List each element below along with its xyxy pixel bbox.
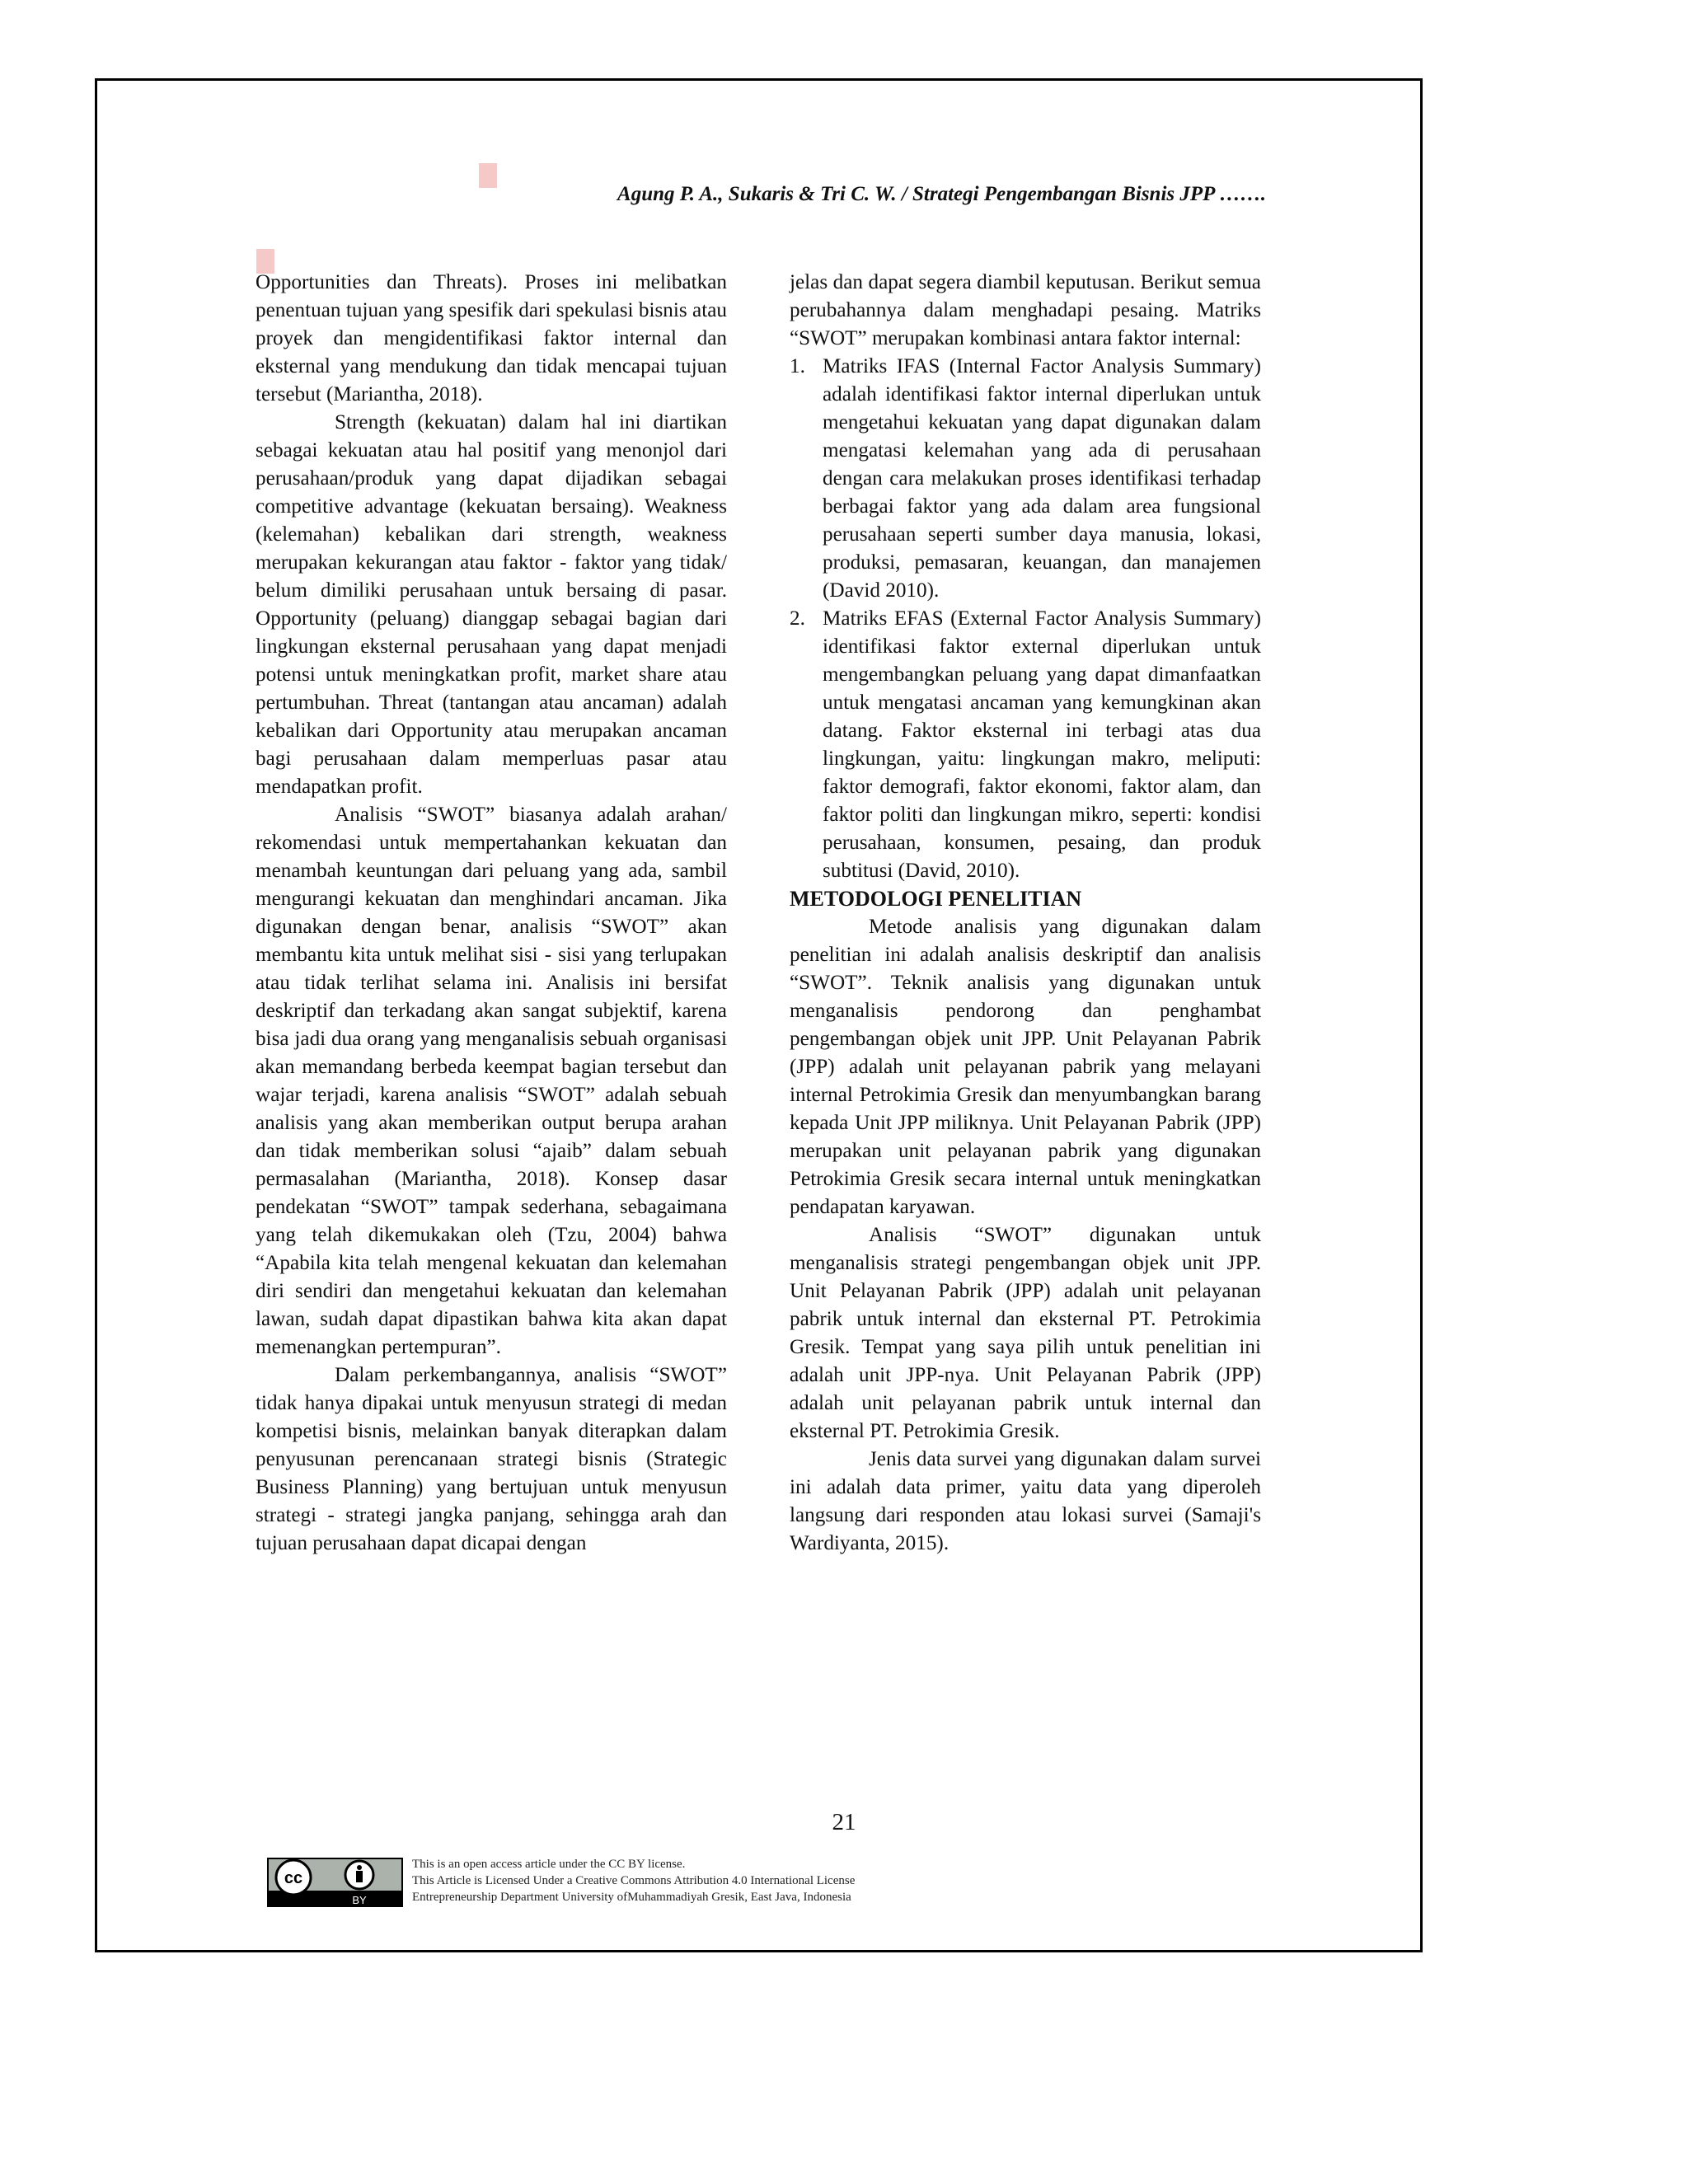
list-item bbox=[790, 353, 1261, 605]
running-head: Agung P. A., Sukaris & Tri C. W. / Strategi Pengembangan Bisnis JPP ……. bbox=[617, 183, 1266, 205]
annotation-mark bbox=[479, 163, 497, 188]
license-line: This is an open access article under the CC BY license. bbox=[412, 1858, 686, 1871]
paragraph: jelas dan dapat segera diambil keputusan. Berikut semua perubahannya dalam menghadapi pesaing. Matriks “SWOT” merupakan kombinasi antara faktor internal: bbox=[790, 271, 1261, 349]
list-number: 2. bbox=[790, 607, 805, 630]
section-heading: METODOLOGI PENELITIAN bbox=[790, 887, 1082, 911]
license-line: Entrepreneurship Department University ofMuhammadiyah Gresik, East Java, Indonesia bbox=[412, 1891, 851, 1904]
paragraph: Analisis “SWOT” biasanya adalah arahan/ rekomendasi untuk mempertahankan kekuatan dan menambah keuntungan dari peluang yang ada, sambil mengurangi kekuatan dan menghindari ancaman. Jika digunakan dengan benar, analisis “SWOT” akan membantu kita untuk melihat sisi - sisi yang terlupakan atau tidak terlihat selama ini. Analisis ini bersifat deskriptif dan terkadang akan sangat subjektif, karena bisa jadi dua orang yang menganalisis sebuah organisasi akan memandang berbeda keempat bagian tersebut dan wajar terjadi, karena analisis “SWOT” adalah sebuah analisis yang akan memberikan output berupa arahan dan tidak memberikan solusi “ajaib” dalam sebuah permasalahan (Mariantha, 2018). Konsep dasar pendekatan “SWOT” tampak sederhana, sebagaimana yang telah dikemukakan oleh (Tzu, 2004) bahwa “Apabila kita telah mengenal kekuatan dan kelemahan diri sendiri dan mengetahui kekuatan dan kelemahan lawan, sudah dapat dipastikan bahwa kita akan dapat memenangkan pertempuran”. bbox=[256, 804, 727, 1358]
paragraph: Strength (kekuatan) dalam hal ini diartikan sebagai kekuatan atau hal positif yang menonjol dari perusahaan/produk yang dapat dijadikan sebagai competitive advantage (kekuatan bersaing). Weakness (kelemahan) kebalikan dari strength, weakness merupakan kekurangan atau faktor - faktor yang tidak/ belum dimiliki perusahaan untuk bersaing di pasar. Opportunity (peluang) dianggap sebagai bagian dari lingkungan eksternal perusahaan yang dapat menjadi potensi untuk meningkatkan profit, market share atau pertumbuhan. Threat (tantangan atau ancaman) adalah kebalikan dari Opportunity atau merupakan ancaman bagi perusahaan dalam memperluas pasar atau mendapatkan profit. bbox=[256, 411, 727, 798]
cc-logo-text: cc bbox=[284, 1869, 303, 1887]
paragraph: Metode analisis yang digunakan dalam penelitian ini adalah analisis deskriptif dan analisis “SWOT”. Teknik analisis yang digunakan untuk menganalisis pendorong dan penghambat pengembangan objek unit JPP. Unit Pelayanan Pabrik (JPP) adalah unit pelayanan pabrik yang melayani internal Petrokimia Gresik dan menyumbangkan barang kepada Unit JPP miliknya. Unit Pelayanan Pabrik (JPP) merupakan unit pelayanan pabrik yang digunakan Petrokimia Gresik secara internal untuk meningkatkan pendapatan karyawan. bbox=[790, 916, 1261, 1218]
license-line: This Article is Licensed Under a Creative Commons Attribution 4.0 International License bbox=[412, 1874, 856, 1887]
list-number: 1. bbox=[790, 355, 805, 377]
paragraph: Dalam perkembangannya, analisis “SWOT” tidak hanya dipakai untuk menyusun strategi di medan kompetisi bisnis, melainkan banyak diterapkan dalam penyusunan perencanaan strategi bisnis (Strategic Business Planning) yang bertujuan untuk menyusun strategi - strategi jangka panjang, sehingga arah dan tujuan perusahaan dapat dicapai dengan bbox=[256, 1364, 727, 1554]
paragraph: Opportunities dan Threats). Proses ini melibatkan penentuan tujuan yang spesifik dari spekulasi bisnis atau proyek dan mengidentifikasi faktor internal dan eksternal yang mendukung dan tidak mencapai tujuan tersebut (Mariantha, 2018). bbox=[256, 271, 727, 405]
license-text bbox=[412, 1856, 989, 1905]
matrix-list bbox=[790, 353, 1261, 885]
left-column bbox=[256, 269, 727, 1558]
paragraph: Jenis data survei yang digunakan dalam survei ini adalah data primer, yaitu data yang diperoleh langsung dari responden atau lokasi survei (Samaji's Wardiyanta, 2015). bbox=[790, 1448, 1261, 1554]
right-column bbox=[790, 269, 1261, 1558]
list-item-text: Matriks EFAS (External Factor Analysis Summary) identifikasi faktor external diperlukan untuk mengembangkan peluang yang dapat dimanfaatkan untuk mengatasi ancaman yang kemungkinan akan datang. Faktor eksternal ini terbagi atas dua lingkungan, yaitu: lingkungan makro, meliputi: faktor demografi, faktor ekonomi, faktor alam, dan faktor politi dan lingkungan mikro, seperti: kondisi perusahaan, konsumen, pesaing, dan produk subtitusi (David, 2010). bbox=[823, 607, 1261, 882]
by-text: BY bbox=[352, 1894, 367, 1906]
page-number: 21 bbox=[832, 1809, 856, 1835]
license-block bbox=[267, 1856, 984, 1910]
list-item bbox=[790, 605, 1261, 885]
cc-by-license-icon bbox=[267, 1858, 403, 1907]
list-item-text: Matriks IFAS (Internal Factor Analysis Summary) adalah identifikasi faktor internal diperlukan untuk mengetahui kekuatan yang dapat digunakan dalam mengatasi kelemahan yang ada di perusahaan dengan cara melakukan proses identifikasi terhadap berbagai faktor yang ada dalam area fungsional perusahaan seperti sumber daya manusia, lokasi, produksi, pemasaran, keuangan, dan manajemen (David 2010). bbox=[823, 355, 1261, 602]
paragraph: Analisis “SWOT” digunakan untuk menganalisis strategi pengembangan objek unit JPP. Unit Pelayanan Pabrik (JPP) adalah unit pelayanan pabrik untuk internal dan eksternal PT. Petrokimia Gresik. Tempat yang saya pilih untuk penelitian ini adalah unit JPP-nya. Unit Pelayanan Pabrik (JPP) adalah unit pelayanan pabrik untuk internal dan eksternal PT. Petrokimia Gresik. bbox=[790, 1224, 1261, 1442]
